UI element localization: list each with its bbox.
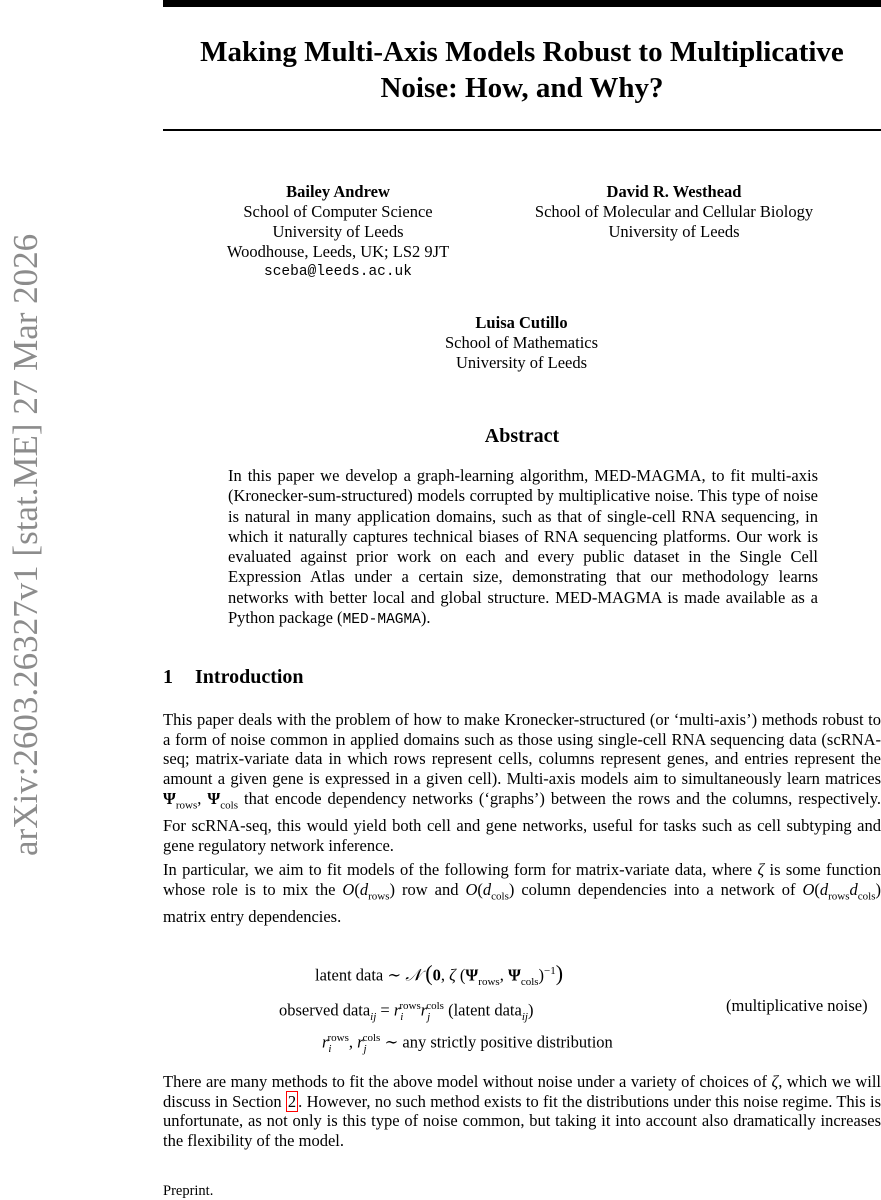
equation-latent: latent data ∼ 𝒩 (0, ζ ($\Psi_{rows}$, $\Psi_{cols})^{-1}$) (315, 960, 564, 988)
equation-positive: $r_i^{rows}$, $r_j^{cols}$ ∼ any strictly positive distribution (322, 1032, 613, 1055)
eq-observed-label: observed data (279, 1000, 371, 1020)
sub-rows: rows (478, 975, 500, 988)
title-line-1: Making Multi-Axis Models Robust to Multiplicative (200, 36, 844, 68)
top-rule (163, 0, 881, 7)
paragraph-text: . However, no such method exists to fit the distributions under this noise regime. This is unfortunate, as not only is this type of noise common, but taking it into account also dramatically increases the flexibility of the model. (163, 1091, 881, 1151)
author-block-2 (508, 182, 840, 242)
math-order-product: $O(d_{rows}d_{cols})$ (802, 879, 881, 902)
author-affiliation: University of Leeds (608, 222, 740, 241)
eq-latent-inner: latent data (453, 1000, 522, 1020)
title-line-2: Noise: How, and Why? (380, 72, 664, 104)
author-name: Luisa Cutillo (475, 313, 568, 332)
author-affiliation: University of Leeds (272, 222, 404, 241)
math-zeta: ζ (771, 1072, 779, 1091)
intro-paragraph-1 (163, 710, 881, 855)
section-number: 1 (163, 666, 173, 688)
sub-cols: cols (520, 975, 539, 988)
math-psi-pair: $\Psi_{rows}$, $\Psi_{cols}$ (163, 788, 239, 812)
paragraph-text: that encode dependency networks (‘graphs’) between the rows and the columns, respectively. For scRNA-seq, this would yield both cell and gene networks, useful for tasks such as cell subtyping and gene regulatory network inference. (163, 788, 881, 855)
package-link[interactable]: MED-MAGMA (342, 612, 421, 629)
author-name: David R. Westhead (606, 182, 742, 201)
author-email[interactable]: sceba@leeds.ac.uk (264, 264, 412, 280)
equation-observed: observed data$_{ij}$ = $r_i^{rows}r_j^{cols}$ (latent data$_{ij}$) (279, 1000, 534, 1023)
paragraph-text: There are many methods to fit the above model without noise under a variety of choices of (163, 1072, 772, 1091)
section-ref-link[interactable]: 2 (287, 1091, 297, 1111)
intro-paragraph-2 (163, 860, 881, 926)
paragraph-text: column dependencies into a network of (514, 879, 803, 899)
paper-title (163, 34, 881, 106)
math-order-cols: $O(d_{cols})$ (465, 879, 515, 902)
author-block-3 (380, 313, 663, 373)
abstract-text-main: In this paper we develop a graph-learning algorithm, MED-MAGMA, to fit multi-axis (Kronecker-sum-structured) models corrupted by multiplicative noise. This type of noise is natural in many application domains, such as that of single-cell RNA sequencing, in which it naturally captures technical biases of RNA sequencing platforms. Our work is evaluated against prior work on each and every public dataset in the Single Cell Expression Atlas under a certain size, demonstrating that our methodology learns networks with better local and global structure. MED-MAGMA is made available as a Python package ( (228, 466, 818, 628)
section-title: Introduction (195, 666, 304, 688)
paragraph-text: This paper deals with the problem of how to make Kronecker-structured (or ‘multi-axis’) methods robust to a form of noise common in applied domains such as those using single-cell RNA sequencing data (scRNA-seq; matrix-variate data in which rows represent cells, columns represent genes, and entries represent the amount a given gene is expressed in a given cell). Multi-axis models aim to simultaneously learn matrices (163, 710, 881, 789)
title-rule (163, 129, 881, 131)
abstract-text (228, 466, 818, 630)
author-name: Bailey Andrew (286, 182, 390, 201)
math-order-rows: $O(d_{rows})$ (342, 879, 395, 902)
abstract-heading: Abstract (484, 425, 560, 447)
paragraph-text: matrix entry dependencies. (163, 906, 342, 926)
paragraph-text: is some function whose role is to mix the (163, 860, 881, 899)
arxiv-sidebar-stamp: arXiv:2603.26327v1 [stat.ME] 27 Mar 2026 (6, 233, 45, 856)
footer-note: Preprint. (163, 1183, 214, 1199)
author-affiliation: Woodhouse, Leeds, UK; LS2 9JT (226, 242, 450, 261)
equation-tag: (multiplicative noise) (726, 996, 868, 1015)
paragraph-text: row and (394, 879, 466, 899)
eq-latent-label: latent data (315, 965, 384, 985)
author-affiliation: School of Mathematics (444, 333, 599, 352)
section-heading-introduction (163, 665, 304, 689)
author-affiliation: School of Computer Science (243, 202, 433, 221)
paragraph-text: , which we will discuss in Section (163, 1072, 881, 1111)
paragraph-text: In particular, we aim to fit models of the following form for matrix-variate data, where (163, 860, 758, 879)
author-affiliation: University of Leeds (455, 353, 588, 372)
author-affiliation: School of Molecular and Cellular Biology (534, 202, 814, 221)
author-block-1 (193, 182, 483, 282)
eq-positive-text: any strictly positive distribution (402, 1032, 613, 1052)
intro-paragraph-3 (163, 1072, 881, 1151)
math-zeta: ζ (757, 860, 765, 879)
abstract-text-end: ). (420, 608, 431, 628)
